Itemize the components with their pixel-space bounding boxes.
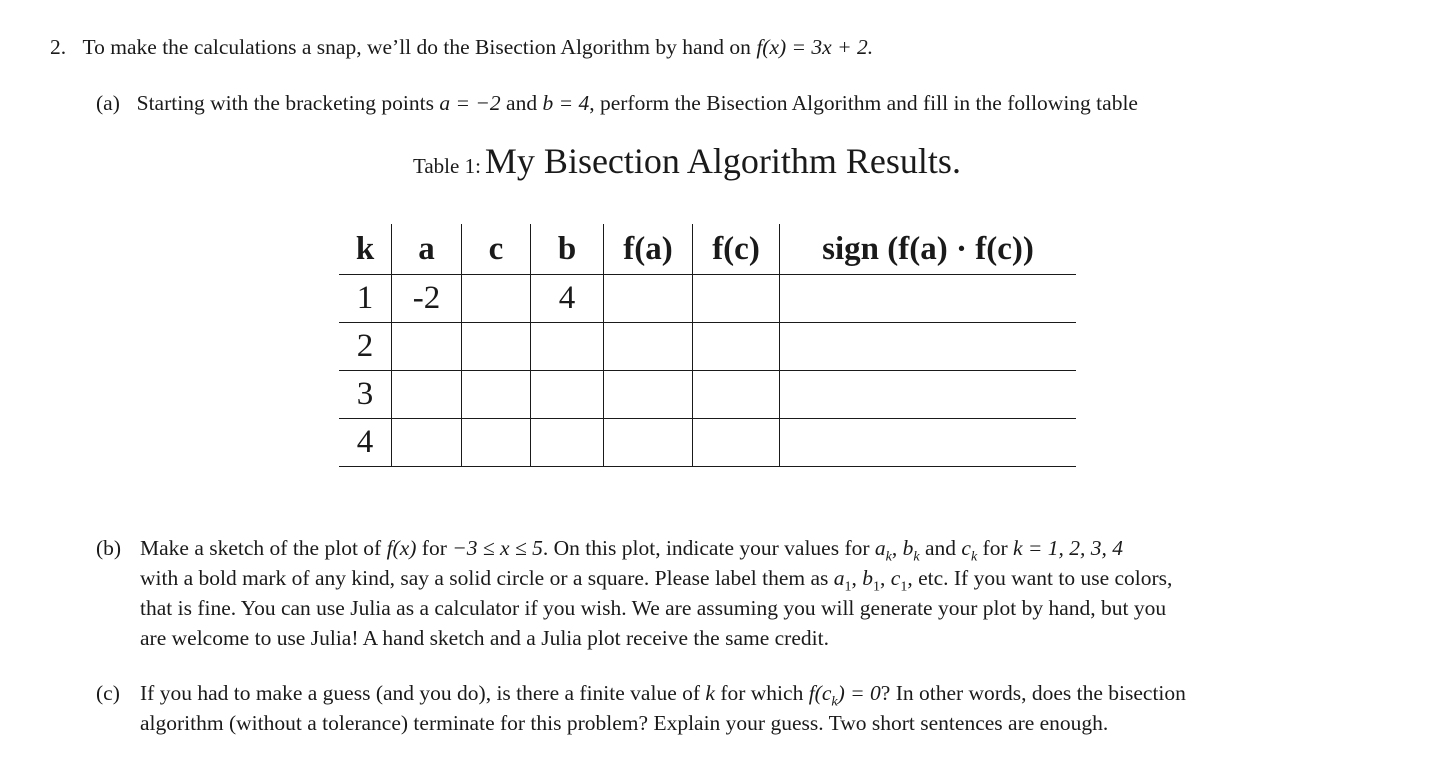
table-row: [339, 323, 1076, 371]
cell-fa: [604, 275, 693, 323]
subscript-one: 1: [844, 579, 852, 595]
header-a: a: [392, 224, 462, 275]
header-b: b: [531, 224, 604, 275]
part-c-text: ? In other words, does the bisection: [880, 681, 1186, 705]
cell-fa: [604, 371, 693, 419]
part-c-k: k: [705, 681, 715, 705]
part-b-line-3: that is fine. You can use Julia as a calculator if you wish. We are assuming you will generate your plot by hand, but you: [140, 596, 1167, 620]
cell-c: [462, 323, 531, 371]
cell-a: -2: [392, 275, 462, 323]
part-a: [96, 88, 1138, 118]
cell-a: [392, 371, 462, 419]
bisection-results-table: [339, 224, 1076, 467]
cell-fc: [693, 275, 780, 323]
function-expression: f(x) = 3x + 2.: [756, 35, 874, 59]
cell-sign: [780, 275, 1077, 323]
subscript-k: k: [831, 694, 838, 710]
problem-intro: To make the calculations a snap, we’ll do the Bisection Algorithm by hand on: [82, 35, 751, 59]
cell-k: 1: [339, 275, 392, 323]
table-header-row: [339, 224, 1076, 275]
problem-statement: [50, 32, 873, 62]
table-row: [339, 275, 1076, 323]
part-b-fx: f(x): [386, 536, 417, 560]
part-b-text: for: [421, 536, 447, 560]
part-b-line-4: are welcome to use Julia! A hand sketch and a Julia plot receive the same credit.: [140, 626, 829, 650]
table-caption: [413, 140, 961, 182]
part-b-text: , etc. If you want to use colors,: [907, 566, 1173, 590]
part-b-text: for: [982, 536, 1008, 560]
cell-c: [462, 419, 531, 467]
part-b-c1: [890, 566, 908, 595]
cell-b: [531, 419, 604, 467]
part-a-b-expression: b = 4: [542, 91, 590, 115]
part-b-ck: [961, 536, 978, 565]
part-b-b1: [862, 566, 881, 595]
cell-fc: [693, 419, 780, 467]
cell-fc: [693, 371, 780, 419]
cell-k: 3: [339, 371, 392, 419]
cell-sign: [780, 419, 1077, 467]
cell-fa: [604, 419, 693, 467]
part-c-text: for which: [720, 681, 804, 705]
symbol-c: c: [961, 536, 971, 560]
part-b-text: and: [924, 536, 957, 560]
expr-rest: ) = 0: [837, 681, 881, 705]
header-k: k: [355, 230, 375, 267]
cell-a: [392, 323, 462, 371]
cell-c: [462, 275, 531, 323]
part-b-ak: [874, 536, 892, 565]
cell-b: [531, 323, 604, 371]
header-c: c: [462, 224, 531, 275]
part-b-range: −3 ≤ x ≤ 5: [452, 536, 543, 560]
part-a-text-1: Starting with the bracketing points: [136, 91, 434, 115]
part-c-label: (c): [96, 681, 120, 705]
part-a-text-3: , perform the Bisection Algorithm and fill in the following table: [589, 91, 1138, 115]
part-c-line-2: algorithm (without a tolerance) terminate for this problem? Explain your guess. Two short sentences are enough.: [140, 711, 1109, 735]
part-a-text-2: and: [506, 91, 538, 115]
symbol-a: a: [874, 536, 886, 560]
part-b-line-1: Make a sketch of the plot of f(x) for −3 ≤ x ≤ 5. On this plot, indicate your values for $a_k$, $b_k$ and $c_k$ for k = 1, 2, 3, 4: [140, 536, 1124, 565]
cell-fa: [604, 323, 693, 371]
part-b-a1: [833, 566, 852, 595]
symbol-c: c: [890, 566, 901, 590]
cell-b: 4: [531, 275, 604, 323]
cell-k: 4: [339, 419, 392, 467]
symbol-b: b: [862, 566, 874, 590]
cell-sign: [780, 323, 1077, 371]
symbol-a: a: [833, 566, 845, 590]
cell-fc: [693, 323, 780, 371]
part-a-a-expression: a = −2: [439, 91, 501, 115]
cell-k: 2: [339, 323, 392, 371]
part-b-text: Make a sketch of the plot of: [140, 536, 382, 560]
table-row: [339, 371, 1076, 419]
part-b-text: . On this plot, indicate your values for: [542, 536, 870, 560]
subscript-one: 1: [900, 579, 908, 595]
subscript-k: k: [913, 549, 920, 565]
subscript-k: k: [970, 549, 978, 565]
table-caption-title: My Bisection Algorithm Results.: [484, 141, 961, 181]
header-sign: sign (f(a) · f(c)): [780, 224, 1077, 275]
part-a-label: (a): [96, 91, 120, 115]
table-caption-label: Table 1:: [413, 154, 481, 178]
header-fc: f(c): [693, 224, 780, 275]
cell-c: [462, 371, 531, 419]
subscript-one: 1: [873, 579, 881, 595]
part-c-text: If you had to make a guess (and you do), is there a finite value of: [140, 681, 701, 705]
cell-sign: [780, 371, 1077, 419]
header-fa: f(a): [604, 224, 693, 275]
problem-number: 2.: [50, 35, 67, 59]
subscript-k: k: [885, 549, 892, 565]
part-b-k-values: k = 1, 2, 3, 4: [1012, 536, 1124, 560]
part-b-text: with a bold mark of any kind, say a solid circle or a square. Please label them as: [140, 566, 829, 590]
part-b-bk: [902, 536, 920, 565]
table-row: [339, 419, 1076, 467]
part-b-label: (b): [96, 536, 122, 560]
part-b-line-2: with a bold mark of any kind, say a solid circle or a square. Please label them as $a_1$, $b_1$, $c_1$, etc. If you want to use colors,: [140, 566, 1173, 595]
cell-a: [392, 419, 462, 467]
part-c-expression: [808, 681, 881, 710]
symbol-b: b: [902, 536, 914, 560]
expr-f: f(c: [808, 681, 832, 705]
cell-b: [531, 371, 604, 419]
